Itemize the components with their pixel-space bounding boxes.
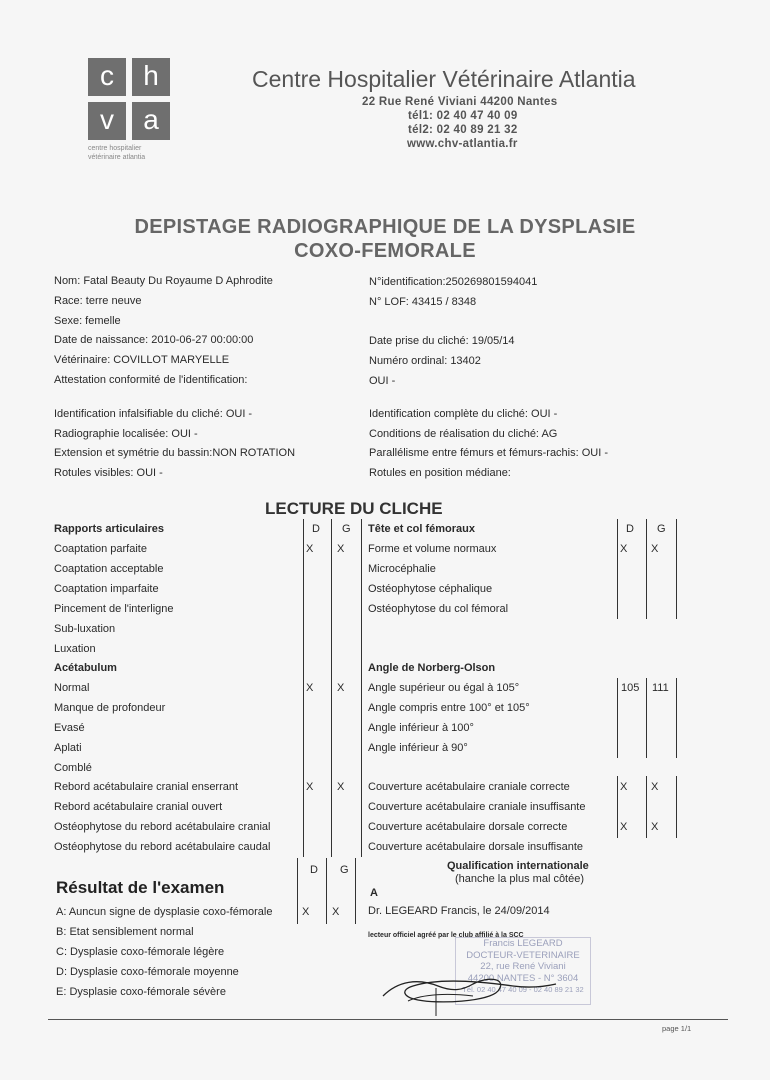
left-table-label: Coaptation imparfaite bbox=[54, 583, 159, 595]
stamp-line: 22, rue René Viviani bbox=[480, 961, 566, 972]
table-divider bbox=[303, 519, 304, 857]
right-table-label: Tête et col fémoraux bbox=[368, 523, 475, 535]
check-item: Parallélisme entre fémurs et fémurs-rachis: OUI - bbox=[369, 447, 609, 459]
hospital-tel2: tél2: 02 40 89 21 32 bbox=[408, 124, 518, 136]
logo-caption bbox=[88, 144, 145, 162]
document-title-line2: COXO-FEMORALE bbox=[294, 240, 476, 262]
hospital-name: Centre Hospitalier Vétérinaire Atlantia bbox=[252, 66, 636, 92]
right-table-label: Forme et volume normaux bbox=[368, 543, 497, 555]
check-item: Conditions de réalisation du cliché: AG bbox=[369, 428, 558, 440]
qualification-subtitle: (hanche la plus mal côtée) bbox=[455, 873, 585, 885]
result-row-label: E: Dysplasie coxo-fémorale sévère bbox=[56, 986, 226, 998]
table-divider bbox=[646, 678, 647, 758]
result-mark-d: X bbox=[302, 906, 310, 918]
right-table-mark-g: 111 bbox=[652, 682, 669, 694]
logo-caption-line: vétérinaire atlantia bbox=[88, 154, 146, 161]
table-divider bbox=[676, 776, 677, 838]
right-table-mark-g: X bbox=[651, 821, 659, 833]
reader-note: lecteur officiel agréé par le club affilié à la SCC bbox=[368, 932, 524, 939]
right-table-mark-d: 105 bbox=[621, 682, 640, 694]
stamp-line: Tél. 02 40 47 40 09 - 02 40 89 21 32 bbox=[462, 985, 584, 994]
info-lof: N° LOF: 43415 / 8348 bbox=[369, 296, 477, 308]
table-divider bbox=[676, 519, 677, 619]
result-row-label: D: Dysplasie coxo-fémorale moyenne bbox=[56, 966, 239, 978]
left-col-g: G bbox=[342, 523, 351, 535]
right-table-label: Angle compris entre 100° et 105° bbox=[368, 702, 530, 714]
check-item: Rotules visibles: OUI - bbox=[54, 467, 163, 479]
right-table-mark-d: X bbox=[620, 543, 628, 555]
right-table-label: Angle inférieur à 90° bbox=[368, 742, 468, 754]
left-table-label: Sub-luxation bbox=[54, 623, 116, 635]
left-table-label: Rebord acétabulaire cranial enserrant bbox=[54, 781, 239, 793]
left-table-label: Rapports articulaires bbox=[54, 523, 165, 535]
clinic-logo bbox=[88, 58, 170, 142]
info-attestation: Attestation conformité de l'identification: bbox=[54, 374, 248, 386]
table-divider bbox=[646, 519, 647, 619]
table-divider bbox=[331, 519, 332, 857]
right-table-label: Angle de Norberg-Olson bbox=[368, 662, 496, 674]
result-col-d: D bbox=[310, 864, 318, 876]
right-table-label: Couverture acétabulaire craniale insuffisante bbox=[368, 801, 586, 813]
check-item: Radiographie localisée: OUI - bbox=[54, 428, 198, 440]
bottom-rule bbox=[48, 1019, 728, 1020]
info-attestation-value: OUI - bbox=[369, 375, 396, 387]
logo-letter: v bbox=[88, 102, 126, 140]
check-item: Extension et symétrie du bassin:NON ROTATION bbox=[54, 447, 296, 459]
right-table-label: Couverture acétabulaire dorsale insuffisante bbox=[368, 841, 584, 853]
hospital-tel1: tél1: 02 40 47 40 09 bbox=[408, 110, 518, 122]
right-table-mark-g: X bbox=[651, 543, 659, 555]
right-table-label: Angle supérieur ou égal à 105° bbox=[368, 682, 520, 694]
info-xray-date: Date prise du cliché: 19/05/14 bbox=[369, 335, 515, 347]
left-table-label: Luxation bbox=[54, 643, 96, 655]
right-table-label: Ostéophytose céphalique bbox=[368, 583, 493, 595]
left-table-label: Coaptation parfaite bbox=[54, 543, 147, 555]
signature bbox=[378, 956, 568, 1026]
left-table-mark-d: X bbox=[306, 781, 314, 793]
left-table-label: Pincement de l'interligne bbox=[54, 603, 174, 615]
left-table-label: Aplati bbox=[54, 742, 82, 754]
info-ordinal: Numéro ordinal: 13402 bbox=[369, 355, 481, 367]
left-table-mark-d: X bbox=[306, 543, 314, 555]
info-veterinarian: Vétérinaire: COVILLOT MARYELLE bbox=[54, 354, 230, 366]
table-divider bbox=[676, 678, 677, 758]
left-table-label: Rebord acétabulaire cranial ouvert bbox=[54, 801, 223, 813]
right-table-label: Couverture acétabulaire dorsale correcte bbox=[368, 821, 568, 833]
logo-letter: c bbox=[88, 58, 126, 96]
hospital-address: 22 Rue René Viviani 44200 Nantes bbox=[362, 96, 558, 108]
document-title-line1: DEPISTAGE RADIOGRAPHIQUE DE LA DYSPLASIE bbox=[134, 216, 636, 238]
right-table-label: Couverture acétabulaire craniale correcte bbox=[368, 781, 570, 793]
result-col-g: G bbox=[340, 864, 349, 876]
logo-letter: a bbox=[132, 102, 170, 140]
table-divider bbox=[355, 858, 356, 924]
right-col-d: D bbox=[626, 523, 634, 535]
left-table-mark-g: X bbox=[337, 543, 345, 555]
right-table-label: Microcéphalie bbox=[368, 563, 436, 575]
table-divider bbox=[617, 519, 618, 619]
qualification-title: Qualification internationale bbox=[447, 860, 589, 872]
right-table-mark-d: X bbox=[620, 781, 628, 793]
logo-letter: h bbox=[132, 58, 170, 96]
check-item: Identification complète du cliché: OUI - bbox=[369, 408, 558, 420]
info-sex: Sexe: femelle bbox=[54, 315, 121, 327]
stamp-line: DOCTEUR-VETERINAIRE bbox=[466, 949, 580, 961]
right-table-label: Ostéophytose du col fémoral bbox=[368, 603, 509, 615]
qualification-grade: A bbox=[370, 887, 378, 899]
table-divider bbox=[617, 678, 618, 758]
right-table-mark-g: X bbox=[651, 781, 659, 793]
table-divider bbox=[361, 519, 362, 857]
result-title: Résultat de l'examen bbox=[56, 878, 225, 897]
result-mark-g: X bbox=[332, 906, 340, 918]
right-col-g: G bbox=[657, 523, 666, 535]
left-table-label: Manque de profondeur bbox=[54, 702, 166, 714]
left-table-label: Ostéophytose du rebord acétabulaire caudal bbox=[54, 841, 271, 853]
left-table-label: Ostéophytose du rebord acétabulaire cranial bbox=[54, 821, 271, 833]
info-name: Nom: Fatal Beauty Du Royaume D Aphrodite bbox=[54, 275, 273, 287]
result-row-label: C: Dysplasie coxo-fémorale légère bbox=[56, 946, 225, 958]
result-row-label: A: Auncun signe de dysplasie coxo-fémorale bbox=[56, 906, 273, 918]
lecture-title: LECTURE DU CLICHE bbox=[265, 499, 443, 518]
left-table-label: Evasé bbox=[54, 722, 85, 734]
table-divider bbox=[617, 776, 618, 838]
right-table-mark-d: X bbox=[620, 821, 628, 833]
left-table-label: Normal bbox=[54, 682, 90, 694]
qualification-signed-by: Dr. LEGEARD Francis, le 24/09/2014 bbox=[368, 905, 550, 917]
left-table-label: Acétabulum bbox=[54, 662, 117, 674]
page-number: page 1/1 bbox=[662, 1024, 692, 1033]
left-table-mark-g: X bbox=[337, 682, 345, 694]
logo-caption-line: centre hospitalier bbox=[88, 145, 142, 152]
table-divider bbox=[646, 776, 647, 838]
hospital-website: www.chv-atlantia.fr bbox=[407, 138, 518, 150]
info-birthdate: Date de naissance: 2010-06-27 00:00:00 bbox=[54, 334, 254, 346]
table-divider bbox=[297, 858, 298, 924]
left-table-mark-g: X bbox=[337, 781, 345, 793]
right-table-label: Angle inférieur à 100° bbox=[368, 722, 474, 734]
left-table-label: Coaptation acceptable bbox=[54, 563, 164, 575]
left-col-d: D bbox=[312, 523, 320, 535]
info-breed: Race: terre neuve bbox=[54, 295, 142, 307]
result-row-label: B: Etat sensiblement normal bbox=[56, 926, 194, 938]
stamp-line: Francis LEGEARD bbox=[483, 938, 563, 949]
table-divider bbox=[326, 858, 327, 924]
info-identification: N°identification:250269801594041 bbox=[369, 276, 538, 288]
check-item: Rotules en position médiane: bbox=[369, 467, 511, 479]
check-item: Identification infalsifiable du cliché: OUI - bbox=[54, 408, 253, 420]
left-table-label: Comblé bbox=[54, 762, 92, 774]
stamp-line: 44200 NANTES - N° 3604 bbox=[467, 972, 579, 984]
left-table-mark-d: X bbox=[306, 682, 314, 694]
